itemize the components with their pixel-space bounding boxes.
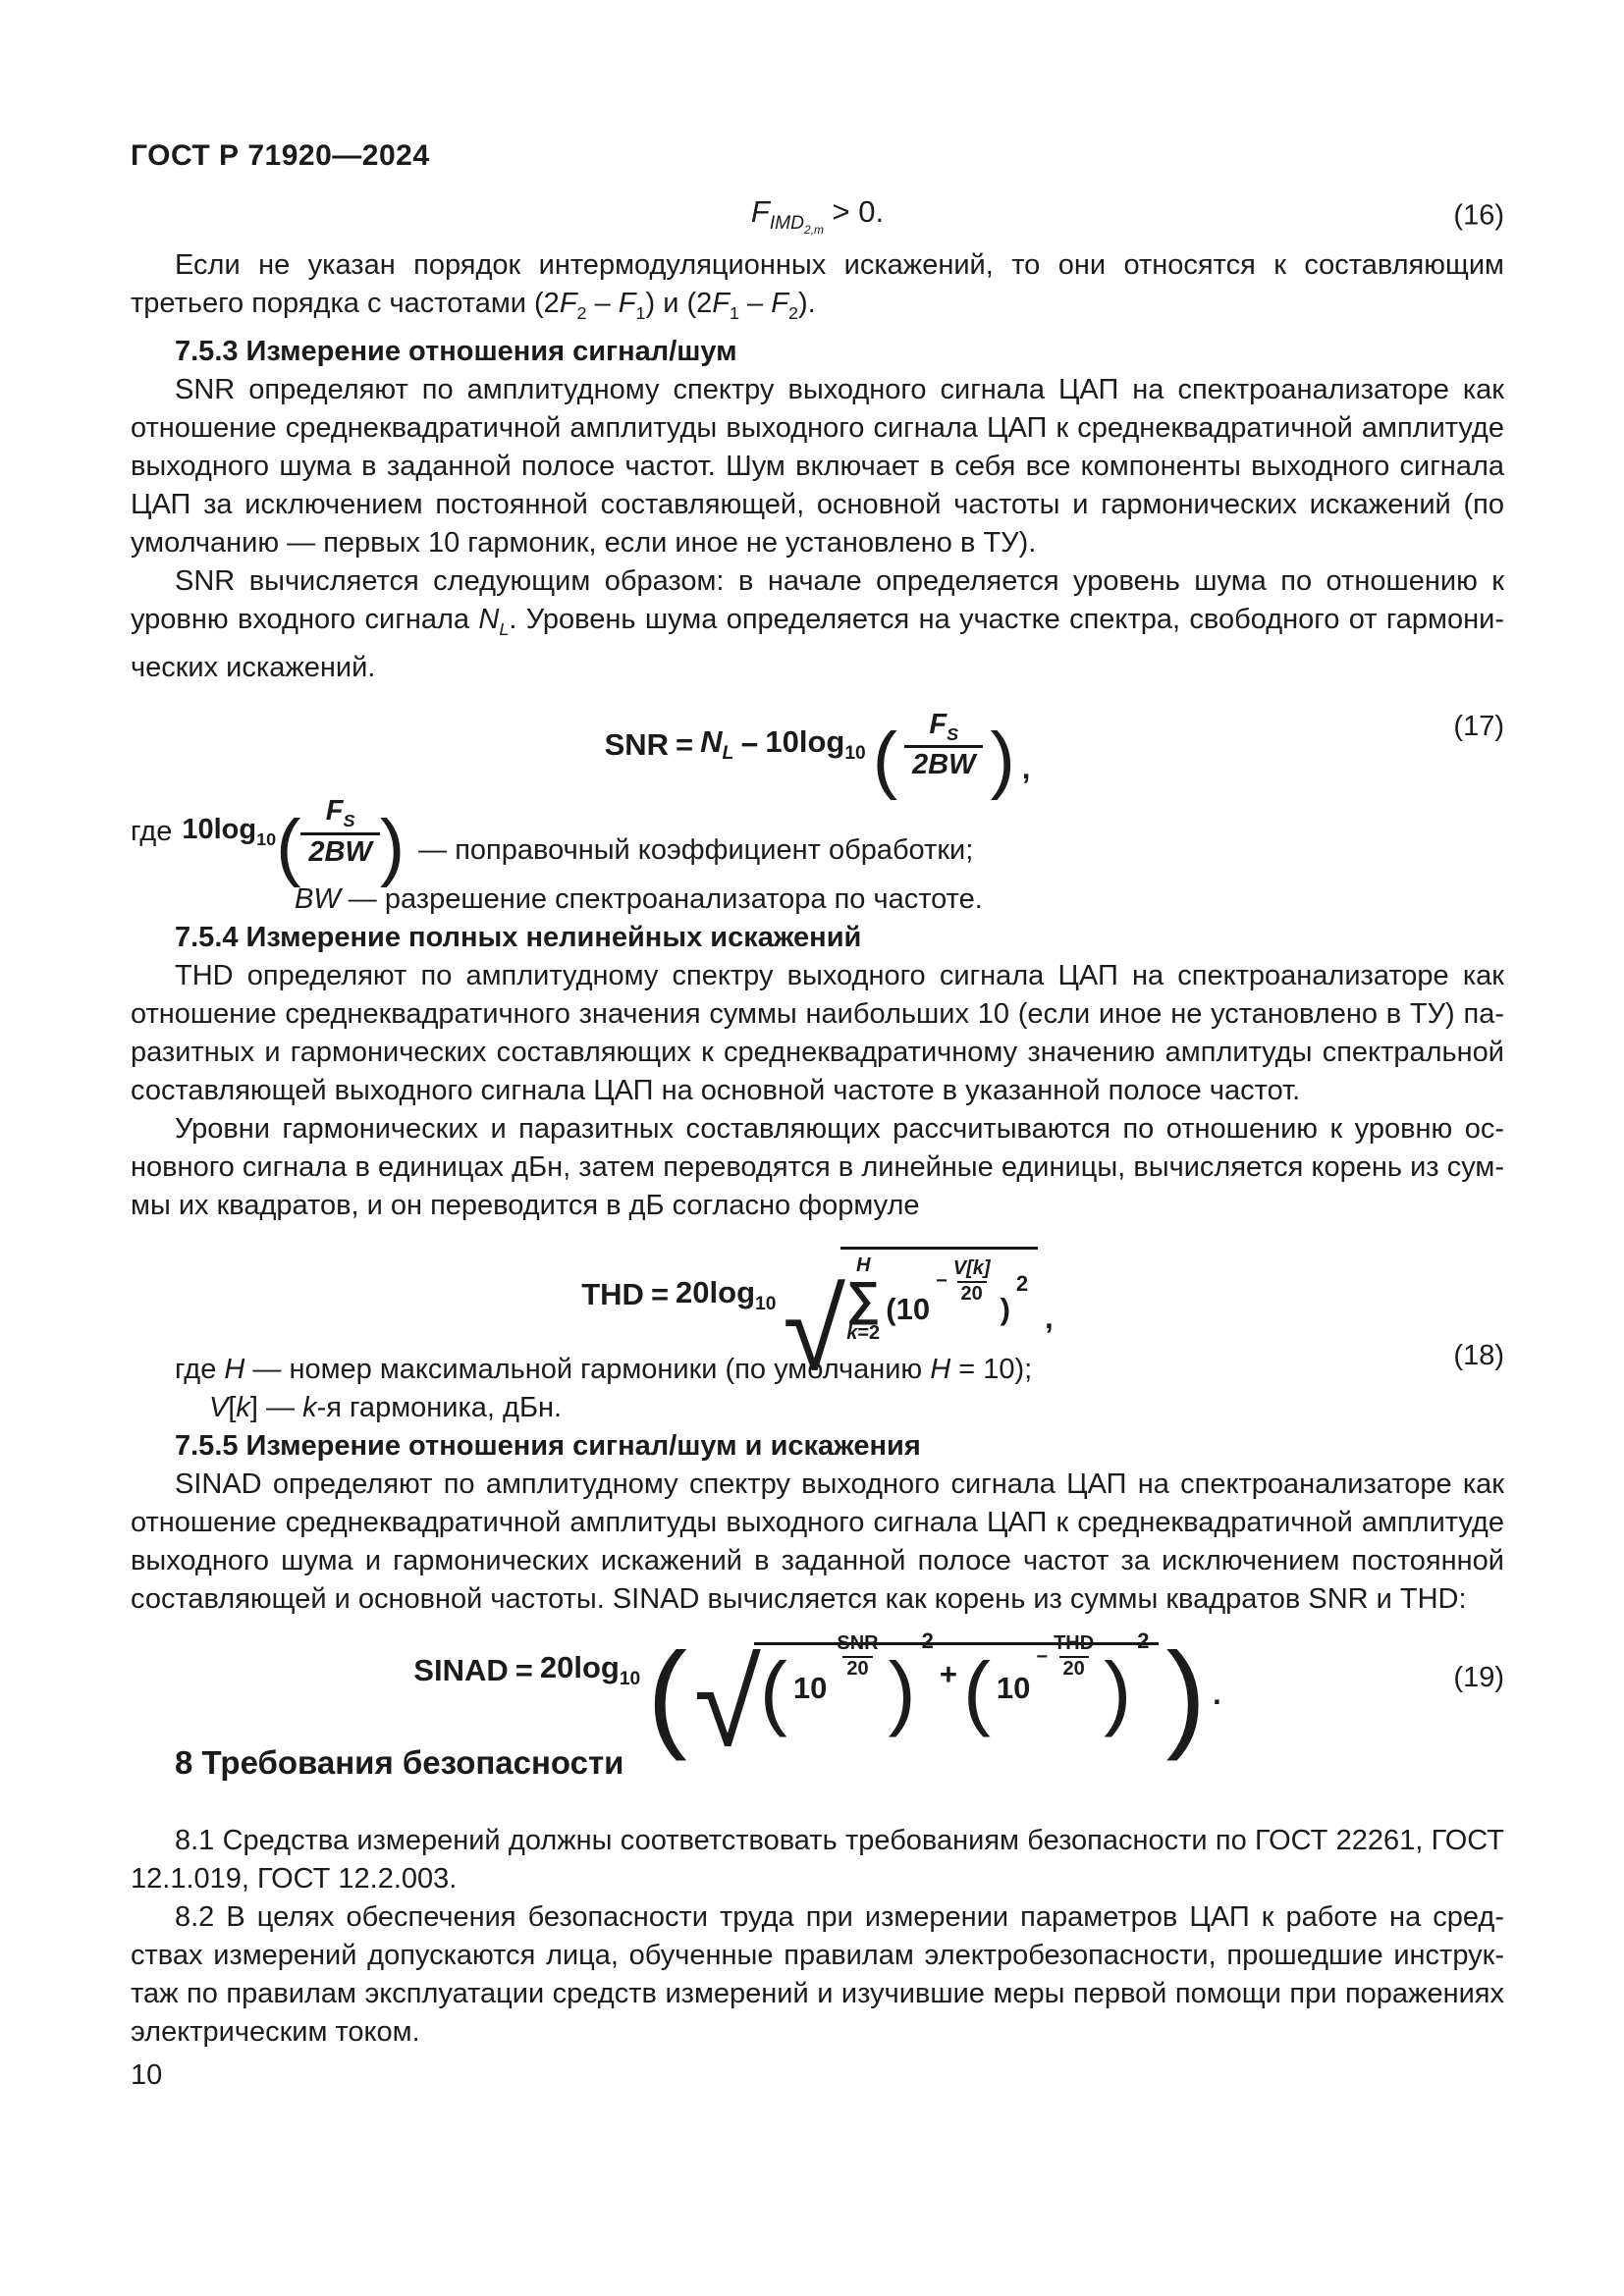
intermod-s4: 2 (787, 302, 798, 323)
bw-term: BW (295, 883, 341, 916)
eq18-radicand (840, 1247, 1038, 1343)
paragraph-sinad-definition: SINAD определяют по амплитудному спектру выходного сигнала ЦАП на спектроанализаторе как отношение среднеквадратичной амплитуды выходного сигнала ЦАП к среднеквадратичной амплитуде выходного шума и гармонических искажений в заданной полосе частот за исключением постоянной составляющей и основной частоты. SINAD вычисляется как корень из суммы квадратов SNR и THD: (131, 1468, 1504, 1616)
snr-proc-text-2: . Уровень шума определяется на участке спектра, свободного от гармонических искажений. (131, 603, 1505, 683)
note-h-pre: где (175, 1354, 225, 1386)
eq19-log (540, 1650, 640, 1690)
eq18-close-paren: ) (1000, 1291, 1010, 1326)
eq19-term1-exp-fraction (833, 1633, 882, 1680)
note-vk (131, 1389, 1504, 1427)
eq17-lhs: SNR (604, 727, 670, 763)
eq17-log (765, 724, 865, 765)
eq19-term2-exp-minus: − (1036, 1645, 1049, 1668)
eq16-var: F (750, 194, 770, 229)
note-vk-k2: k (302, 1392, 317, 1424)
note-h-var: H (224, 1354, 245, 1386)
snr-proc-n: N (478, 603, 500, 635)
eq18-exp-fraction (949, 1258, 995, 1305)
gde17-dash: — (418, 834, 448, 867)
eq18-log-base: 10 (755, 1293, 777, 1314)
eq17-fs: F (929, 708, 947, 740)
eq17-equals: = (676, 727, 694, 763)
eq19-term1-exponent (833, 1633, 882, 1680)
snr-proc-text-1: SNR вычисляется следующим образом: в начале определяется уровень шума по отношению к уровню входного сигнала (131, 564, 1504, 635)
formula-17-expression: SNR = $N_L$ − $10\log_{10}$ ( $\frac{F_S}{2BW}$ ) , (604, 708, 1031, 802)
paragraph-thd-definition: THD определяют по амплитудному спектру выходного сигнала ЦАП на спектроанализаторе как отношение среднеквадратичного значения суммы наибольших 10 (если иное не установлено в ТУ) паразитных и гармонических составляющих к среднеквадратичному значению амплитуды спектральной составляющей выходного сигнала ЦАП на основной частоте в указанной полосе частот. (131, 960, 1504, 1107)
intermod-f3: F (712, 288, 730, 320)
eq19-radicand: ( 10 SNR 20 ) 2 + ( 10 − THD 20 ) 2 (754, 1642, 1160, 1697)
eq18-exponent (936, 1258, 994, 1305)
page-number: 10 (131, 2058, 163, 2091)
formula-17-number: (17) (1453, 710, 1504, 742)
intermod-s1: 2 (576, 302, 587, 323)
formula-16 (131, 194, 1504, 237)
gde17-log-base: 10 (256, 829, 277, 850)
eq18-base: (10 (886, 1291, 931, 1326)
snr-proc-l: L (499, 618, 510, 639)
eq17-minus: − (740, 727, 759, 763)
eq19-term2-exp-num: THD (1054, 1632, 1095, 1655)
gde17-expression: $10\log_{10}$ ( $\frac{F_S}{2BW}$ ) (182, 795, 406, 889)
note-vk-bracket1: [ (228, 1392, 237, 1424)
gde17-log (182, 814, 276, 850)
eq16-expression-text (751, 194, 884, 237)
eq18-sum-lower (846, 1323, 880, 1343)
intermod-f1: F (559, 288, 577, 320)
eq19-plus: + (939, 1657, 957, 1692)
paragraph-intermodulation (131, 246, 1504, 333)
formula-18-number: (18) (1453, 1340, 1504, 1372)
formula-16-number: (16) (1453, 199, 1504, 232)
eq18-comma: , (1045, 1301, 1054, 1336)
note-h-mid: — номер максимальной гармоники (по умолчанию (244, 1354, 931, 1386)
eq17-nl (700, 724, 733, 765)
bw-text: разрешение спектроанализатора по частоте. (384, 883, 983, 916)
heading-7-5-3: 7.5.3 Измерение отношения сигнал/шум (175, 335, 737, 367)
eq19-dot: . (1213, 1676, 1221, 1711)
gde17-frac-den: 2BW (300, 832, 379, 869)
intermod-s2: 1 (635, 302, 646, 323)
page-content (131, 139, 1504, 2092)
heading-8: 8 Требования безопасности (175, 1743, 624, 1781)
eq18-log-text: 20log (676, 1274, 756, 1309)
gde17-fs-sub: S (343, 811, 355, 831)
formula-16-expression (131, 194, 1504, 237)
eq17-nsub: L (722, 743, 734, 765)
eq19-term2-base: 10 (996, 1671, 1031, 1706)
eq19-term1-base: 10 (792, 1671, 828, 1706)
gde17-fs: F (325, 795, 344, 828)
intermod-dash1: – (586, 288, 619, 320)
gde17-log-text: 10log (182, 814, 257, 846)
intermod-dash2: – (738, 288, 772, 320)
eq19-term1-exp-den: 20 (842, 1656, 872, 1681)
eq16-sub: IMD (769, 213, 805, 235)
eq19-log-base: 10 (619, 1669, 641, 1690)
paragraph-thd-levels: Уровни гармонических и паразитных составляющих рассчитываются по отношению к уровню основного сигнала в единицах дБн, затем переводятся в линейные единицы, вычисляется корень из суммы их квадратов, и он переводится в дБ согласно формуле (131, 1113, 1504, 1222)
eq18-lhs: THD (581, 1277, 644, 1312)
paragraph-snr-definition: SNR определяют по амплитудному спектру выходного сигнала ЦАП на спектроанализаторе как отношение среднеквадратичной амплитуды выходного сигнала ЦАП к среднеквадратичной амплитуде выходного шума в заданной полосе частот. Шум включает в себя все компоненты выходного сигнала ЦАП за исключением постоянной составляющей, основной частоты и гармонических искажений (по умолчанию — первых 10 гармоник, если иное не установлено в ТУ). (131, 373, 1504, 559)
formula-18-expression: THD = $20\log_{10}$ √ H ∑ k=2 (10 − $\frac{V[k]}{20}$ ) 2 , (131, 1247, 1504, 1343)
eq18-log (676, 1275, 776, 1315)
eq18-sum-k-val: =2 (857, 1322, 881, 1345)
sigma-icon: ∑ (846, 1273, 881, 1326)
note-vk-bracket2: ] — (249, 1392, 303, 1424)
gde17-fraction (300, 795, 379, 869)
eq18-exp-num: V[k] (952, 1257, 991, 1280)
eq18-equals: = (650, 1277, 670, 1312)
eq19-term2-exp-fraction (1050, 1633, 1098, 1680)
eq18-exp-minus: − (936, 1270, 947, 1293)
intermod-f4: F (771, 288, 788, 320)
eq18-sum-upper: H (855, 1255, 871, 1277)
eq18-sum-k: k (846, 1322, 858, 1345)
eq17-log-text: 10log (765, 724, 845, 760)
eq16-subsub: 2,m (804, 223, 824, 238)
intermod-text-3: ). (797, 288, 816, 320)
eq17-comma: , (1021, 751, 1031, 786)
heading-7-5-4: 7.5.4 Измерение полных нелинейных искажений (175, 922, 862, 954)
eq18-exp-den: 20 (957, 1281, 987, 1306)
formula-17 (131, 708, 1504, 802)
gde17-description (418, 834, 973, 869)
gde-word: где (131, 816, 173, 848)
gde17-frac-num (318, 795, 363, 831)
eq19-equals: = (514, 1652, 533, 1687)
eq17-log-base: 10 (844, 743, 866, 765)
note-bw (131, 881, 1504, 919)
note-vk-k: k (236, 1392, 250, 1424)
formula-19-expression: SINAD = $20\log_{10}$ ( √ ( 10 SNR 20 ) 2 + ( 10 − THD 20 ) 2 ) . (413, 1627, 1221, 1772)
eq17-n: N (700, 724, 723, 760)
doc-code-header: ГОСТ Р 71920—2024 (131, 139, 430, 172)
formula-19-number: (19) (1453, 1661, 1504, 1693)
eq19-term2-exp-den: 20 (1059, 1656, 1089, 1681)
note-h-post: = 10); (950, 1354, 1033, 1386)
paragraph-snr-procedure (131, 562, 1504, 687)
eq19-term2-exponent (1036, 1633, 1098, 1680)
eq19-lhs: SINAD (413, 1652, 509, 1687)
bw-dash: — (348, 883, 377, 916)
note-h-var2: H (930, 1354, 951, 1386)
eq17-fs-sub: S (947, 723, 959, 744)
eq17-frac-num (921, 709, 966, 745)
intermod-s3: 1 (729, 302, 739, 323)
eq19-term1-exp-num: SNR (837, 1632, 879, 1655)
intermod-text-1: Если не указан порядок интермодуляционных искажений, то они относятся к составляющим третьего порядка с частотами (2 (131, 249, 1504, 320)
eq19-log-text: 20log (539, 1649, 620, 1684)
eq18-square: 2 (1015, 1270, 1029, 1296)
gde17-text: поправочный коэффициент обработки; (455, 834, 974, 867)
paragraph-8-1: 8.1 Средства измерений должны соответствовать требованиям безопасности по ГОСТ 22261, ГОСТ 12.1.019, ГОСТ 12.2.003. (131, 1824, 1504, 1895)
eq16-rhs: > 0. (832, 194, 885, 229)
eq19-term2-square: 2 (1137, 1629, 1150, 1654)
formula-17-note (131, 795, 1504, 889)
intermod-f2: F (618, 288, 636, 320)
note-vk-text: -я гармоника, дБн. (316, 1392, 563, 1424)
intermod-text-2: ) и (2 (645, 288, 713, 320)
eq19-term1-square: 2 (921, 1629, 934, 1654)
paragraph-8-2: 8.2 В целях обеспечения безопасности труда при измерении параметров ЦАП к работе на средствах измерений допускаются лица, обученные правилам электробезопасности, прошедшие инструктаж по правилам эксплуатации средств измерений и изучившие меры первой помощи при поражениях электрическим током. (131, 1900, 1504, 2048)
note-vk-var: V (209, 1392, 229, 1424)
heading-7-5-5: 7.5.5 Измерение отношения сигнал/шум и искажения (175, 1430, 921, 1463)
eq17-frac-den: 2BW (904, 745, 983, 781)
eq17-fraction (904, 709, 983, 782)
eq18-sum-symbol (846, 1255, 880, 1343)
